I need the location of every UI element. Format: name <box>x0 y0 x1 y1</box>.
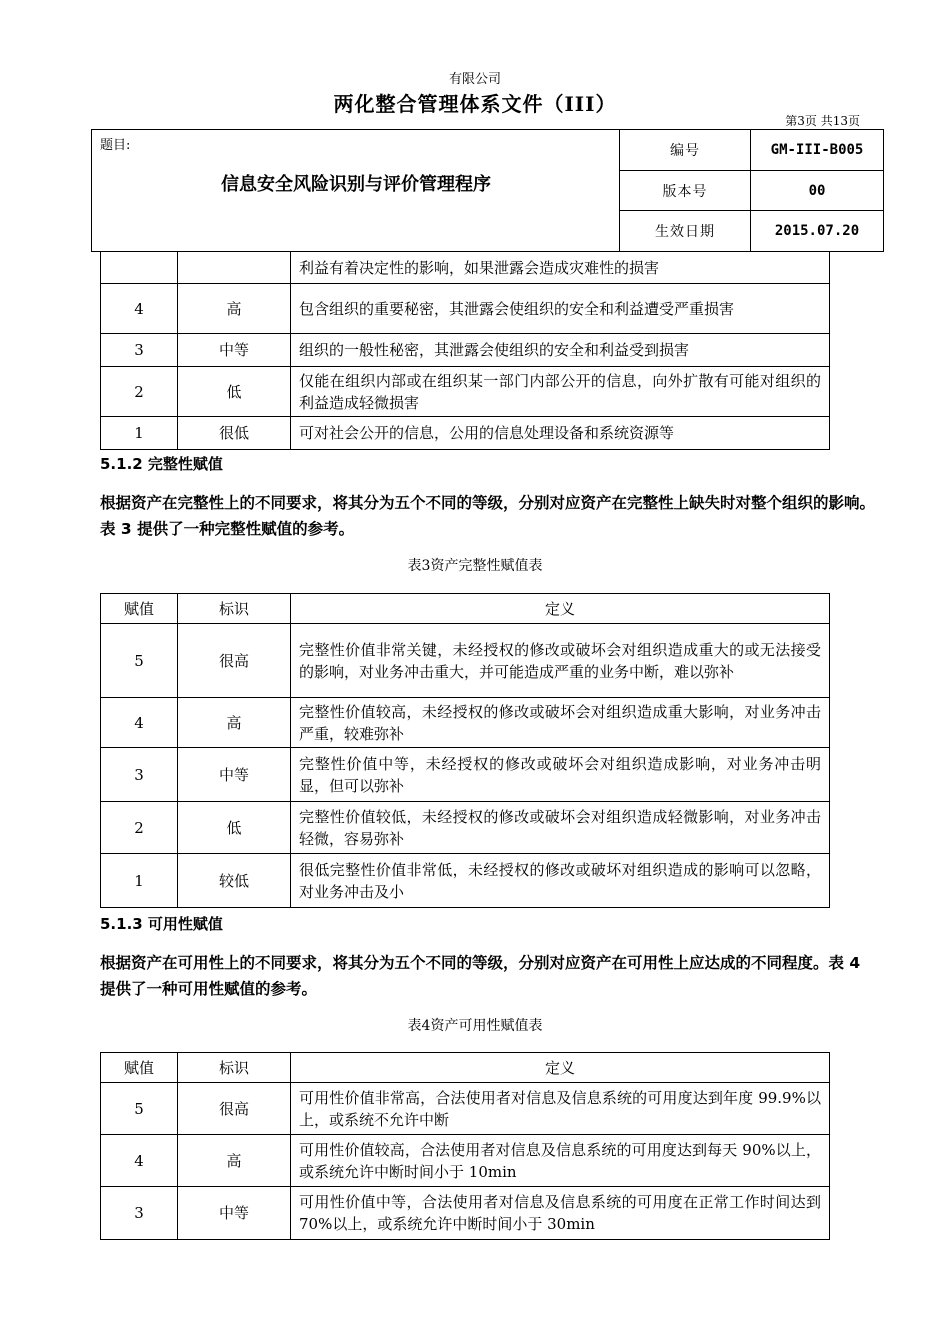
version-label: 版本号 <box>620 171 751 211</box>
definition-cell: 完整性价值中等，未经授权的修改或破坏会对组织造成影响，对业务冲击明显，但可以弥补 <box>291 748 830 802</box>
definition-cell: 可用性价值非常高，合法使用者对信息及信息系统的可用度达到年度 99.9%以上，或系统不允许中断 <box>291 1083 830 1135</box>
table-row <box>101 748 830 802</box>
topic-title: 信息安全风险识别与评价管理程序 <box>221 174 491 195</box>
level-cell: 高 <box>178 1135 291 1187</box>
column-header-level: 标识 <box>178 1053 291 1083</box>
effective-date-label: 生效日期 <box>620 211 751 252</box>
definition-cell: 完整性价值非常关键，未经授权的修改或破坏会对组织造成重大的或无法接受的影响，对业务冲击重大，并可能造成严重的业务中断，难以弥补 <box>291 624 830 698</box>
availability-paragraph: 根据资产在可用性上的不同要求，将其分为五个不同的等级，分别对应资产在可用性上应达成的不同程度。表 4 提供了一种可用性赋值的参考。 <box>100 954 861 998</box>
value-cell: 3 <box>101 748 178 802</box>
value-cell: 4 <box>101 698 178 748</box>
table-row <box>101 417 830 450</box>
level-cell: 高 <box>178 698 291 748</box>
column-header-value: 赋值 <box>101 594 178 624</box>
integrity-paragraph: 根据资产在完整性上的不同要求，将其分为五个不同的等级，分别对应资产在完整性上缺失时对整个组织的影响。表 3 提供了一种完整性赋值的参考。 <box>100 494 876 538</box>
doc-number-label: 编号 <box>620 130 751 171</box>
table3-caption: 表3资产完整性赋值表 <box>407 558 543 574</box>
table-row <box>101 624 830 698</box>
table-row <box>101 284 830 334</box>
level-cell: 较低 <box>178 854 291 908</box>
table-row <box>101 334 830 367</box>
level-cell: 很高 <box>178 624 291 698</box>
section-heading-integrity: 5.1.2 完整性赋值 <box>100 455 223 473</box>
definition-cell: 仅能在组织内部或在组织某一部门内部公开的信息，向外扩散有可能对组织的利益造成轻微损害 <box>291 367 830 417</box>
definition-cell: 完整性价值较高，未经授权的修改或破坏会对组织造成重大影响，对业务冲击严重，较难弥补 <box>291 698 830 748</box>
availability-table <box>100 1052 830 1240</box>
effective-date-value: 2015.07.20 <box>751 211 884 252</box>
definition-cell: 可对社会公开的信息，公用的信息处理设备和系统资源等 <box>291 417 830 450</box>
definition-cell: 可用性价值中等，合法使用者对信息及信息系统的可用度在正常工作时间达到 70%以上，或系统允许中断时间小于 30min <box>291 1187 830 1240</box>
column-header-level: 标识 <box>178 594 291 624</box>
value-cell: 1 <box>101 417 178 450</box>
table-row <box>101 367 830 417</box>
topic-label: 题目: <box>100 138 131 153</box>
value-cell: 3 <box>101 1187 178 1240</box>
doc-number-value: GM-III-B005 <box>751 130 884 171</box>
document-header-table <box>91 129 884 252</box>
table-row <box>101 1083 830 1135</box>
level-cell: 高 <box>178 284 291 334</box>
level-cell: 低 <box>178 802 291 854</box>
value-cell: 3 <box>101 334 178 367</box>
company-name: 有限公司 <box>448 72 501 87</box>
value-cell: 4 <box>101 284 178 334</box>
value-cell: 5 <box>101 624 178 698</box>
level-cell: 低 <box>178 367 291 417</box>
table-row <box>101 252 830 284</box>
definition-cell: 很低完整性价值非常低，未经授权的修改或破坏对组织造成的影响可以忽略，对业务冲击及小 <box>291 854 830 908</box>
definition-cell: 完整性价值较低，未经授权的修改或破坏会对组织造成轻微影响，对业务冲击轻微，容易弥补 <box>291 802 830 854</box>
table-header-row <box>101 594 830 624</box>
integrity-table <box>100 593 830 908</box>
section-heading-availability: 5.1.3 可用性赋值 <box>100 915 223 933</box>
column-header-value: 赋值 <box>101 1053 178 1083</box>
definition-cell: 组织的一般性秘密，其泄露会使组织的安全和利益受到损害 <box>291 334 830 367</box>
table-row <box>101 1135 830 1187</box>
level-cell: 很高 <box>178 1083 291 1135</box>
topic-cell <box>92 130 620 252</box>
level-cell: 很低 <box>178 417 291 450</box>
value-cell: 5 <box>101 1083 178 1135</box>
document-title: 两化整合管理体系文件（III） <box>333 92 617 116</box>
confidentiality-table-continued <box>100 251 830 450</box>
table-row <box>101 1187 830 1240</box>
value-cell: 2 <box>101 367 178 417</box>
value-cell: 2 <box>101 802 178 854</box>
value-cell: 4 <box>101 1135 178 1187</box>
column-header-definition: 定义 <box>291 594 830 624</box>
table4-caption: 表4资产可用性赋值表 <box>407 1018 543 1034</box>
table-row <box>101 698 830 748</box>
version-value: 00 <box>751 171 884 211</box>
value-cell <box>101 252 178 284</box>
table-header-row <box>101 1053 830 1083</box>
definition-cell: 可用性价值较高，合法使用者对信息及信息系统的可用度达到每天 90%以上，或系统允许中断时间小于 10min <box>291 1135 830 1187</box>
definition-cell: 包含组织的重要秘密，其泄露会使组织的安全和利益遭受严重损害 <box>291 284 830 334</box>
level-cell <box>178 252 291 284</box>
table-row <box>101 854 830 908</box>
level-cell: 中等 <box>178 1187 291 1240</box>
table-row <box>101 802 830 854</box>
level-cell: 中等 <box>178 334 291 367</box>
column-header-definition: 定义 <box>291 1053 830 1083</box>
value-cell: 1 <box>101 854 178 908</box>
definition-cell: 利益有着决定性的影响，如果泄露会造成灾难性的损害 <box>291 252 830 284</box>
page-info: 第3页 共13页 <box>785 114 860 128</box>
level-cell: 中等 <box>178 748 291 802</box>
